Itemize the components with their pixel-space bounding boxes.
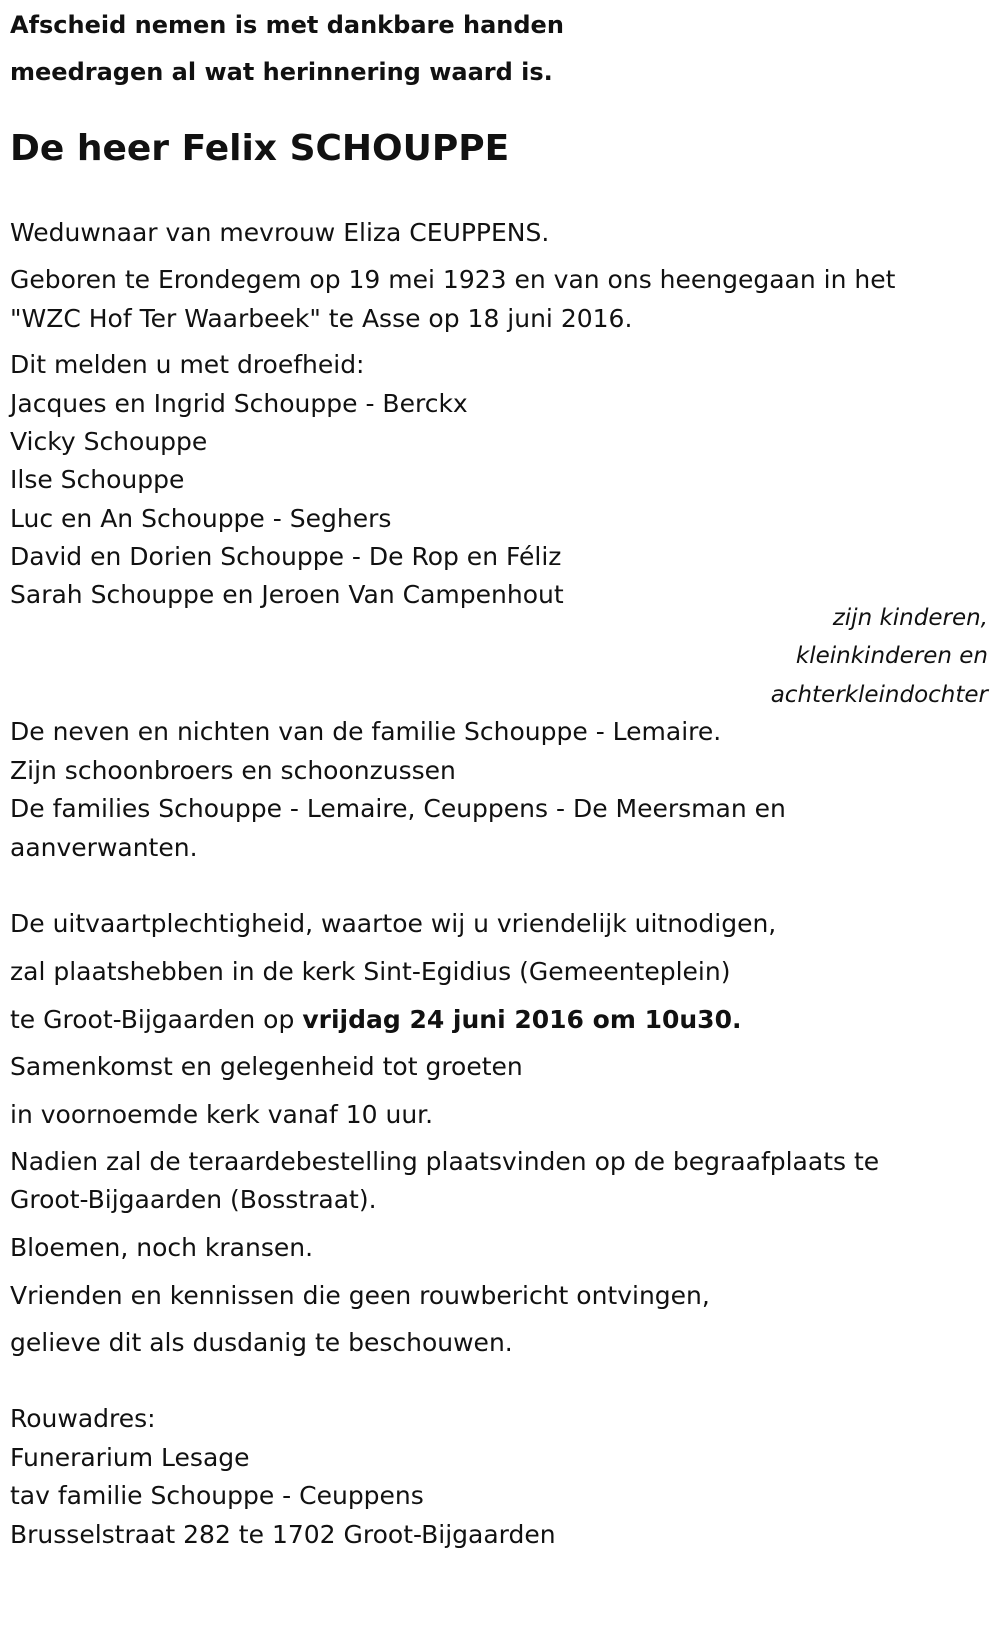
flowers-note: Bloemen, noch kransen. — [10, 1233, 314, 1262]
spouse-line: Weduwnaar van mevrouw Eliza CEUPPENS. — [10, 218, 550, 247]
deceased-name: De heer Felix SCHOUPPE — [10, 128, 510, 169]
address-line: Brusselstraat 282 te 1702 Groot-Bijgaarden — [10, 1520, 556, 1549]
ceremony-line-2: zal plaatshebben in de kerk Sint-Egidius (Gemeenteplein) — [10, 957, 731, 986]
family-line: Zijn schoonbroers en schoonzussen — [10, 756, 456, 785]
relation-line: achterkleindochter — [770, 682, 988, 708]
ceremony-location: te Groot-Bijgaarden op — [10, 1005, 303, 1034]
relation-line: zijn kinderen, — [832, 605, 988, 631]
address-line: Funerarium Lesage — [10, 1443, 250, 1472]
notice-line-1: Vrienden en kennissen die geen rouwbericht ontvingen, — [10, 1281, 710, 1310]
motto-line-2: meedragen al wat herinnering waard is. — [10, 58, 553, 86]
child-line: Ilse Schouppe — [10, 465, 185, 494]
ceremony-line-3 — [10, 1005, 741, 1035]
child-line: Luc en An Schouppe - Seghers — [10, 504, 392, 533]
notice-line-2: gelieve dit als dusdanig te beschouwen. — [10, 1328, 513, 1357]
child-line: Sarah Schouppe en Jeroen Van Campenhout — [10, 580, 564, 609]
child-line: Jacques en Ingrid Schouppe - Berckx — [10, 389, 468, 418]
ceremony-date-time: vrijdag 24 juni 2016 om 10u30. — [302, 1005, 742, 1034]
relation-line: kleinkinderen en — [795, 643, 988, 669]
burial-line-1: Nadien zal de teraardebestelling plaatsvinden op de begraafplaats te — [10, 1147, 880, 1176]
family-line: De neven en nichten van de familie Schouppe - Lemaire. — [10, 717, 722, 746]
child-line: David en Dorien Schouppe - De Rop en Féliz — [10, 542, 562, 571]
ceremony-line-4: Samenkomst en gelegenheid tot groeten — [10, 1052, 523, 1081]
child-line: Vicky Schouppe — [10, 427, 208, 456]
birth-line-1: Geboren te Erondegem op 19 mei 1923 en van ons heengegaan in het — [10, 265, 896, 294]
announcers-intro: Dit melden u met droefheid: — [10, 350, 365, 379]
burial-line-2: Groot-Bijgaarden (Bosstraat). — [10, 1185, 377, 1214]
family-line: De families Schouppe - Lemaire, Ceuppens - De Meersman en — [10, 794, 786, 823]
family-line: aanverwanten. — [10, 833, 198, 862]
ceremony-line-5: in voornoemde kerk vanaf 10 uur. — [10, 1100, 434, 1129]
motto-line-1: Afscheid nemen is met dankbare handen — [10, 11, 564, 39]
ceremony-line-1: De uitvaartplechtigheid, waartoe wij u vriendelijk uitnodigen, — [10, 909, 777, 938]
address-line: tav familie Schouppe - Ceuppens — [10, 1481, 424, 1510]
birth-line-2: "WZC Hof Ter Waarbeek" te Asse op 18 juni 2016. — [10, 304, 633, 333]
address-label: Rouwadres: — [10, 1404, 156, 1433]
